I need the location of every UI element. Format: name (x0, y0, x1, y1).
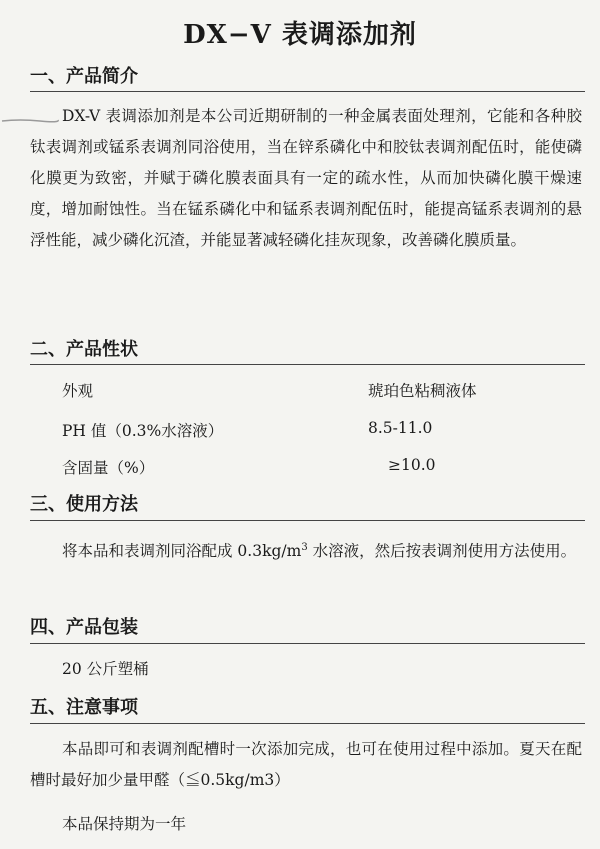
property-name: 含固量（%） (62, 459, 155, 477)
property-name: PH 值（0.3%水溶液） (62, 422, 224, 440)
property-value: 8.5-11.0 (368, 419, 433, 437)
section-heading-packaging: 四、产品包装 (30, 617, 138, 638)
packaging-text: 20 公斤塑桶 (62, 660, 149, 678)
document-title: DX−V 表调添加剂 (183, 20, 417, 50)
notes-paragraph: 本品即可和表调剂配槽时一次添加完成，也可在使用过程中添加。夏天在配槽时最好加少量甲醛（≦0.5kg/m3） (30, 740, 582, 789)
property-name: 外观 (62, 382, 94, 400)
section-divider (30, 520, 585, 521)
section-heading-intro: 一、产品简介 (30, 66, 138, 87)
section-heading-properties: 二、产品性状 (30, 339, 138, 360)
section-divider (30, 364, 585, 365)
usage-superscript: 3 (301, 542, 308, 553)
section-divider (30, 643, 585, 644)
property-value: ≥10.0 (388, 456, 436, 474)
usage-text-part: 将本品和表调剂同浴配成 0.3kg/m (62, 542, 302, 561)
section-divider (30, 91, 585, 92)
shelf-life-text: 本品保持期为一年 (62, 815, 187, 833)
section-heading-notes: 五、注意事项 (30, 697, 138, 718)
section-heading-usage: 三、使用方法 (30, 494, 138, 515)
property-value: 琥珀色粘稠液体 (368, 382, 477, 400)
intro-paragraph: DX-V 表调添加剂是本公司近期研制的一种金属表面处理剂，它能和各种胶钛表调剂或锰系表调剂同浴使用，当在锌系磷化中和胶钛表调剂配伍时，能使磷化膜更为致密，并赋于磷化膜表面具有一定的疏水性，从而加快磷化膜干燥速度，增加耐蚀性。当在锰系磷化中和锰系表调剂配伍时，能提高锰系表调剂的悬浮性能，减少磷化沉渣，并能显著减轻磷化挂灰现象，改善磷化膜质量。 (30, 107, 582, 249)
section-divider (30, 723, 585, 724)
usage-paragraph (30, 532, 582, 567)
usage-text-part: 水溶液，然后按表调剂使用方法使用。 (307, 542, 577, 561)
